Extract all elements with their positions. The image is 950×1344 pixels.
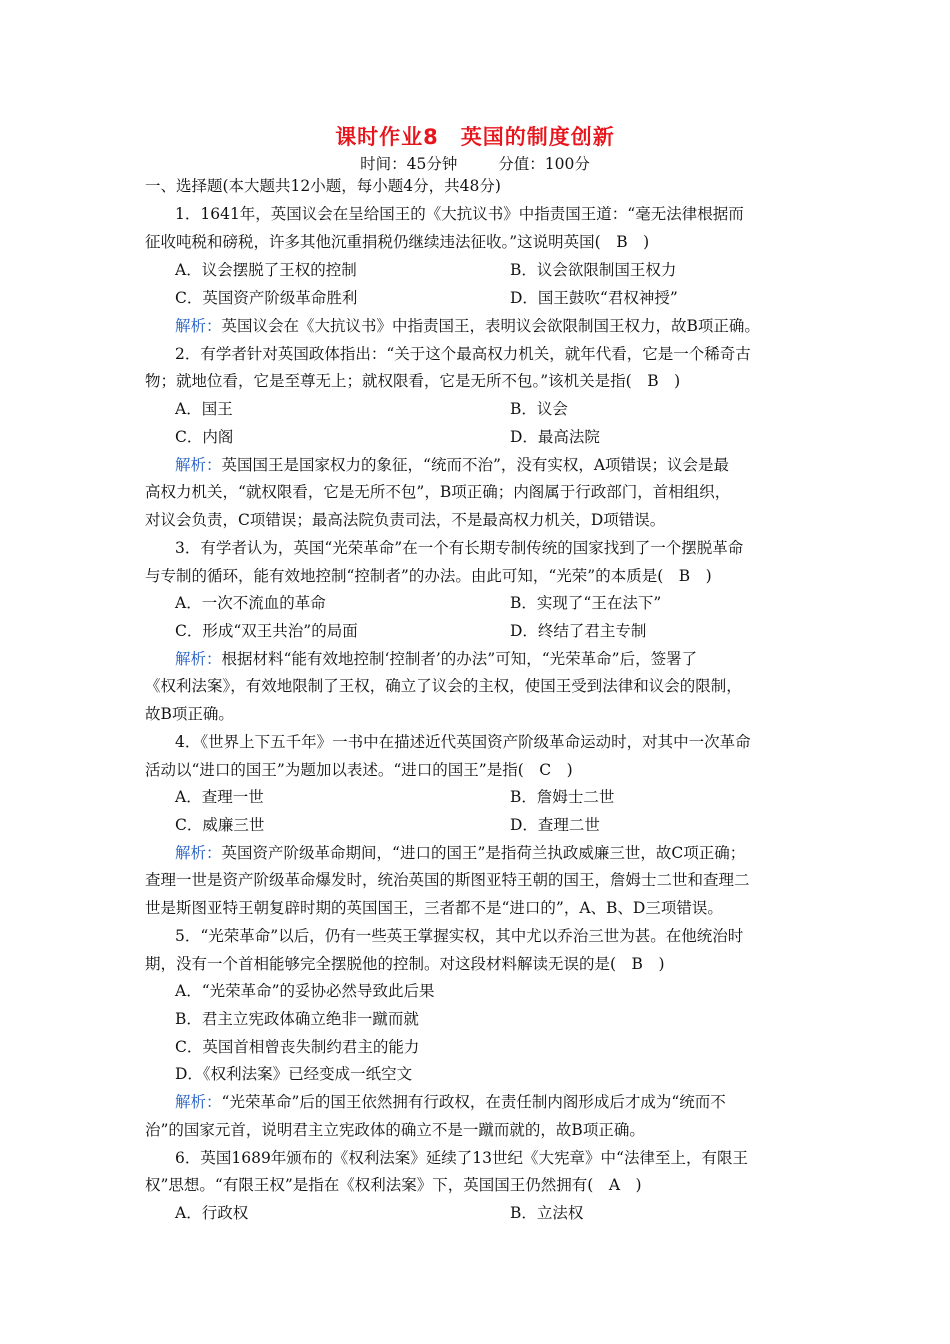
q1-stem-line1: 1．1641年，英国议会在呈给国王的《大抗议书》中指责国王道：“毫无法律根据而 [175, 205, 744, 223]
q2-explanation-line3: 对议会负责，C项错误；最高法院负责司法，不是最高权力机关，D项错误。 [145, 511, 666, 529]
exam-meta [0, 152, 950, 174]
q1-option-b: B．议会欲限制国王权力 [510, 261, 677, 279]
q1-option-c: C．英国资产阶级革命胜利 [175, 289, 358, 307]
q2-stem-line1: 2．有学者针对英国政体指出：“关于这个最高权力机关，就年代看，它是一个稀奇古 [175, 345, 751, 363]
q4-stem-line1: 4．《世界上下五千年》一书中在描述近代英国资产阶级革命运动时，对其中一次革命 [175, 733, 751, 751]
explanation-label: 解析： [175, 456, 222, 474]
q2-explanation-line2: 高权力机关，“就权限看，它是无所不包”，B项正确；内阁属于行政部门，首相组织， [145, 483, 731, 501]
q5-option-b: B．君主立宪政体确立绝非一蹴而就 [175, 1010, 419, 1028]
q4-explanation-line3: 世是斯图亚特王朝复辟时期的英国国王，三者都不是“进口的”，A、B、D三项错误。 [145, 899, 723, 917]
page-title: 课时作业8 英国的制度创新 [335, 125, 615, 149]
q6-stem-line1: 6．英国1689年颁布的《权利法案》延续了13世纪《大宪章》中“法律至上，有限王 [175, 1149, 748, 1167]
q3-explanation-line2: 《权利法案》，有效地限制了王权，确立了议会的主权，使国王受到法律和议会的限制， [145, 677, 742, 695]
q3-explanation-line3: 故B项正确。 [145, 705, 234, 723]
q5-explanation-line1: 解析：“光荣革命”后的国王依然拥有行政权，在责任制内阁形成后才成为“统而不 [175, 1093, 726, 1111]
q5-option-d: D．《权利法案》已经变成一纸空文 [175, 1065, 413, 1083]
q5-stem-line2: 期，没有一个首相能够完全摆脱他的控制。对这段材料解读无误的是( B ) [145, 955, 665, 973]
q2-explanation-line1: 解析：英国国王是国家权力的象征，“统而不治”，没有实权，A项错误；议会是最 [175, 456, 730, 474]
q4-explanation-line1: 解析：英国资产阶级革命期间，“进口的国王”是指荷兰执政威廉三世，故C项正确； [175, 844, 746, 862]
q6-stem-line2: 权”思想。“有限王权”是指在《权利法案》下，英国国王仍然拥有( A ) [145, 1176, 642, 1194]
q3-option-d: D．终结了君主专制 [510, 622, 647, 640]
q2-option-c: C．内阁 [175, 428, 234, 446]
q2-option-d: D．最高法院 [510, 428, 600, 446]
q4-option-a: A．查理一世 [175, 788, 264, 806]
q1-option-a: A．议会摆脱了王权的控制 [175, 261, 357, 279]
score-total: 分值：100分 [498, 155, 590, 173]
q4-option-d: D．查理二世 [510, 816, 600, 834]
explanation-label: 解析： [175, 650, 222, 668]
q1-option-d: D．国王鼓吹“君权神授” [510, 289, 678, 307]
q3-option-b: B．实现了“王在法下” [510, 594, 662, 612]
time-limit: 时间：45分钟 [360, 155, 458, 173]
q2-option-b: B．议会 [510, 400, 568, 418]
explanation-label: 解析： [175, 844, 222, 862]
q4-option-c: C．威廉三世 [175, 816, 265, 834]
q5-explanation-line2: 治”的国家元首，说明君主立宪政体的确立不是一蹴而就的，故B项正确。 [145, 1121, 645, 1139]
section-heading: 一、选择题(本大题共12小题，每小题4分，共48分) [145, 177, 501, 195]
q5-option-c: C．英国首相曾丧失制约君主的能力 [175, 1038, 420, 1056]
explanation-label: 解析： [175, 317, 222, 335]
q4-explanation-line2: 查理一世是资产阶级革命爆发时，统治英国的斯图亚特王朝的国王，詹姆士二世和查理二 [145, 871, 750, 889]
q3-option-a: A．一次不流血的革命 [175, 594, 326, 612]
q1-stem-line2: 征收吨税和磅税，许多其他沉重捐税仍继续违法征收。”这说明英国( B ) [145, 233, 650, 251]
q2-option-a: A．国王 [175, 400, 233, 418]
q5-stem-line1: 5．“光荣革命”以后，仍有一些英王掌握实权，其中尤以乔治三世为甚。在他统治时 [175, 927, 744, 945]
q2-stem-line2: 物；就地位看，它是至尊无上；就权限看，它是无所不包。”该机关是指( B ) [145, 372, 681, 390]
q3-option-c: C．形成“双王共治”的局面 [175, 622, 358, 640]
q3-stem-line1: 3．有学者认为，英国“光荣革命”在一个有长期专制传统的国家找到了一个摆脱革命 [175, 539, 744, 557]
q5-option-a: A．“光荣革命”的妥协必然导致此后果 [175, 982, 435, 1000]
q4-stem-line2: 活动以“进口的国王”为题加以表述。“进口的国王”是指( C ) [145, 761, 573, 779]
q3-explanation-line1: 解析：根据材料“能有效地控制‘控制者’的办法”可知，“光荣革命”后，签署了 [175, 650, 698, 668]
q6-option-a: A．行政权 [175, 1204, 249, 1222]
q4-option-b: B．詹姆士二世 [510, 788, 615, 806]
q1-explanation: 解析：英国议会在《大抗议书》中指责国王，表明议会欲限制国王权力，故B项正确。 [175, 317, 760, 335]
q6-option-b: B．立法权 [510, 1204, 584, 1222]
explanation-label: 解析： [175, 1093, 222, 1111]
q3-stem-line2: 与专制的循环，能有效地控制“控制者”的办法。由此可知，“光荣”的本质是( B ) [145, 567, 712, 585]
